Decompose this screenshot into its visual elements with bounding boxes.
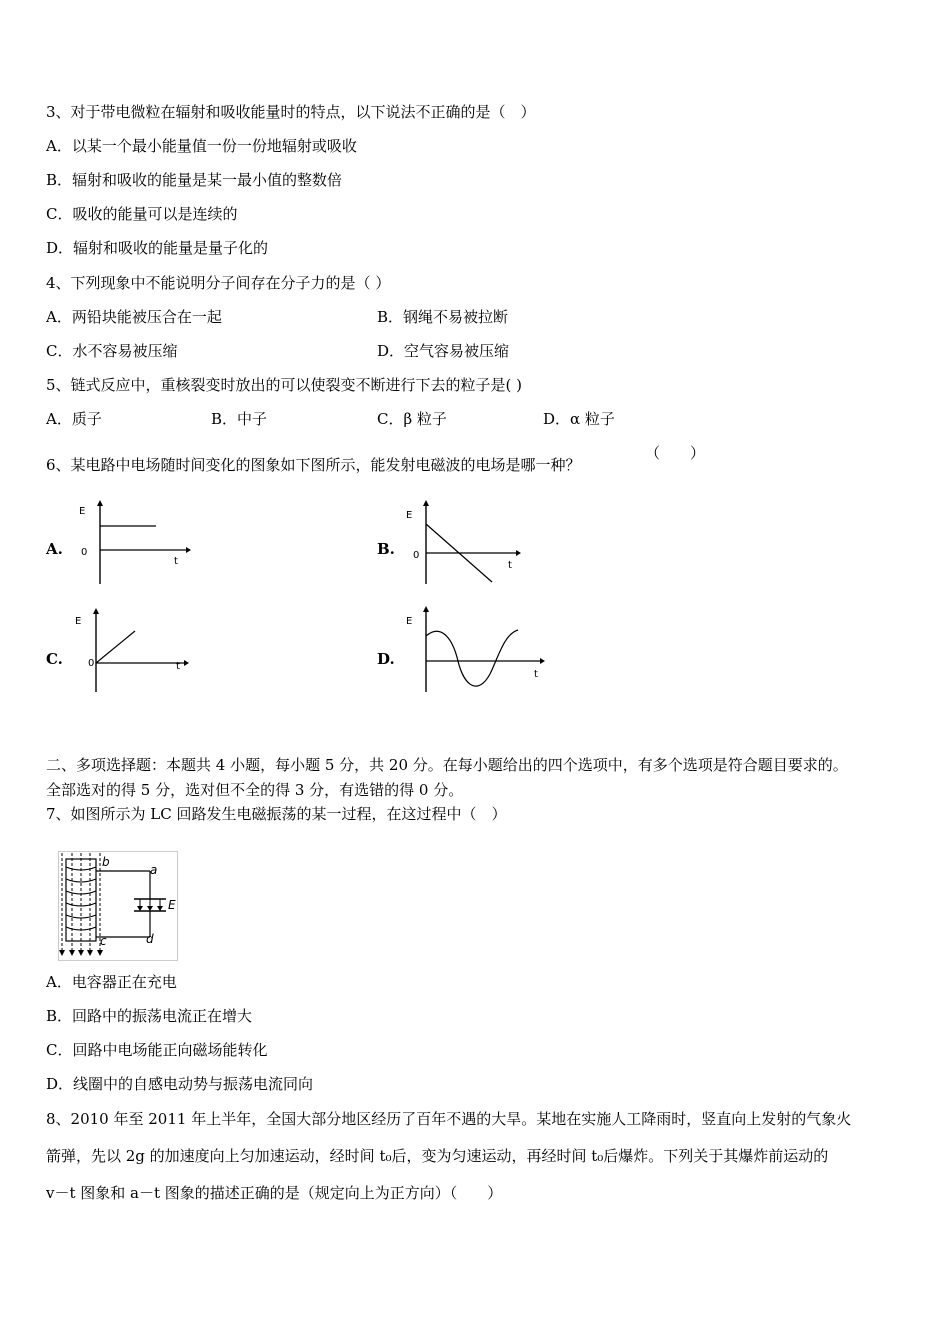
q4-stem: 4、下列现象中不能说明分子间存在分子力的是（ ） xyxy=(46,274,391,292)
q6-c-axis-t: t xyxy=(176,661,180,672)
q7-option-d: D．线圈中的自感电动势与振荡电流同向 xyxy=(46,1075,314,1093)
q6-d-axis-e: E xyxy=(406,616,413,627)
q6-c-axis-e: E xyxy=(75,616,82,627)
q6-a-axis-t: t xyxy=(174,556,178,567)
q6-b-axis-t: t xyxy=(508,560,512,571)
q7-fig-label-a: a xyxy=(150,863,158,877)
q6-a-origin: 0 xyxy=(81,547,88,558)
q7-fig-label-e: E xyxy=(168,898,176,912)
q5-option-b: B．中子 xyxy=(211,410,268,428)
q6-d-axis-t: t xyxy=(534,669,538,680)
section2-intro-line1: 二、多项选择题：本题共 4 小题，每小题 5 分，共 20 分。在每小题给出的四个选项中，有多个选项是符合题目要求的。 xyxy=(46,756,848,774)
q3-option-d: D．辐射和吸收的能量是量子化的 xyxy=(46,239,269,257)
q6-label-b: B. xyxy=(377,540,395,558)
q6-label-a: A. xyxy=(46,540,63,558)
q6-graph-d xyxy=(400,606,550,696)
q7-fig-label-d: d xyxy=(146,932,154,946)
q6-c-origin: 0 xyxy=(88,658,95,669)
q6-answer-paren: （ ） xyxy=(645,444,706,462)
q8-stem-line1: 8、2010 年至 2011 年上半年，全国大部分地区经历了百年不遇的大旱。某地在实施人工降雨时，竖直向上发射的气象火 xyxy=(46,1110,852,1128)
section2-intro-line2: 全部选对的得 5 分，选对但不全的得 3 分，有选错的得 0 分。 xyxy=(46,781,464,799)
q5-option-a: A．质子 xyxy=(46,410,102,428)
q8-stem-line3: v－t 图象和 a－t 图象的描述正确的是（规定向上为正方向）（ ） xyxy=(46,1184,503,1202)
q7-stem: 7、如图所示为 LC 回路发生电磁振荡的某一过程，在这过程中（ ） xyxy=(46,805,507,823)
q6-graph-b xyxy=(400,500,530,590)
q8-stem-line2: 箭弹，先以 2g 的加速度向上匀加速运动，经时间 t₀后，变为匀速运动，再经时间 t₀后爆炸。下列关于其爆炸前运动的 xyxy=(46,1147,829,1165)
q6-stem: 6、某电路中电场随时间变化的图象如下图所示，能发射电磁波的电场是哪一种？ xyxy=(46,456,581,474)
q6-label-c: C. xyxy=(46,650,63,668)
q6-graph-a xyxy=(70,500,200,590)
q5-option-c: C．β 粒子 xyxy=(377,410,447,428)
q4-option-d: D．空气容易被压缩 xyxy=(377,342,510,360)
q4-option-a: A．两铅块能被压合在一起 xyxy=(46,308,222,326)
q6-label-d: D. xyxy=(377,650,395,668)
q4-option-b: B．钢绳不易被拉断 xyxy=(377,308,509,326)
q7-fig-label-b: b xyxy=(102,855,110,869)
q6-a-axis-e: E xyxy=(79,506,86,517)
q5-stem: 5、链式反应中，重核裂变时放出的可以使裂变不断进行下去的粒子是( ) xyxy=(46,376,523,394)
q7-lc-circuit-figure xyxy=(58,851,178,961)
q7-fig-label-c: c xyxy=(100,934,107,948)
q3-option-c: C．吸收的能量可以是连续的 xyxy=(46,205,238,223)
q3-option-a: A．以某一个最小能量值一份一份地辐射或吸收 xyxy=(46,137,357,155)
q3-stem: 3、对于带电微粒在辐射和吸收能量时的特点，以下说法不正确的是（ ） xyxy=(46,103,536,121)
q3-option-b: B．辐射和吸收的能量是某一最小值的整数倍 xyxy=(46,171,343,189)
q4-option-c: C．水不容易被压缩 xyxy=(46,342,178,360)
q5-option-d: D．α 粒子 xyxy=(543,410,615,428)
q6-graph-c xyxy=(70,606,200,696)
q7-option-b: B．回路中的振荡电流正在增大 xyxy=(46,1007,253,1025)
q7-option-a: A．电容器正在充电 xyxy=(46,973,177,991)
q7-option-c: C．回路中电场能正向磁场能转化 xyxy=(46,1041,268,1059)
q6-b-axis-e: E xyxy=(406,510,413,521)
q6-b-origin: 0 xyxy=(413,550,420,561)
